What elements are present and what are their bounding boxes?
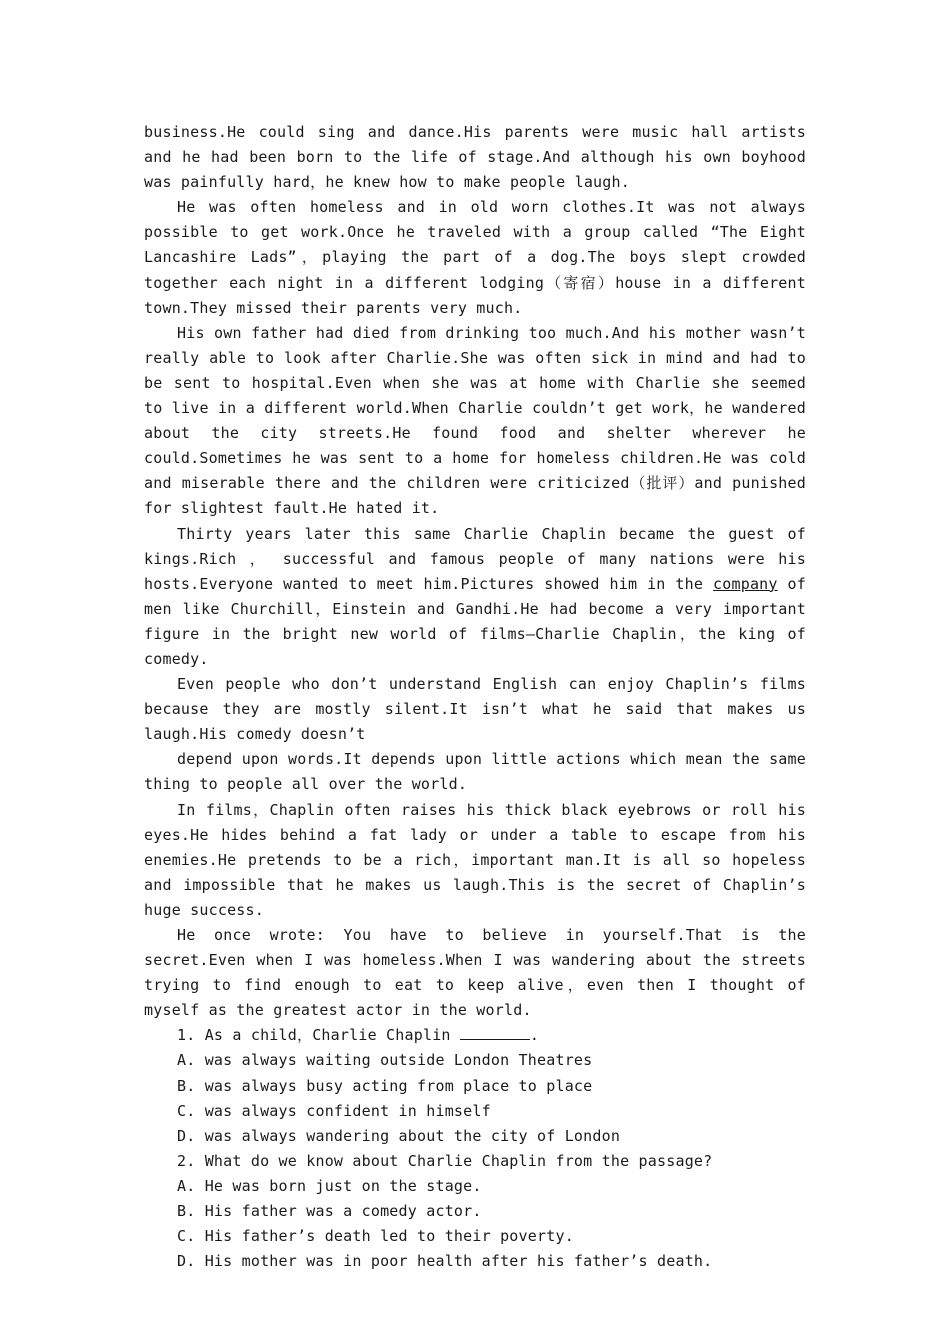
answer-blank <box>460 1025 530 1040</box>
option-c: C. was always confident in himself <box>177 1101 491 1120</box>
option-a: A. He was born just on the stage. <box>177 1176 482 1195</box>
paragraph-actions: depend upon words.It depends upon little actions which mean the same thing to people all over the world. <box>144 750 806 794</box>
paragraph-intro-continued: business.He could sing and dance.His parents were music hall artists and he had been born to the life of stage.And although his own boyhood was painfully hard，he knew how to make people laugh. <box>144 123 806 192</box>
question-stem: 2. What do we know about Charlie Chaplin from the passage? <box>177 1151 713 1170</box>
reading-passage <box>144 120 806 1274</box>
paragraph-parents: His own father had died from drinking too much.And his mother wasn’t really able to look after Charlie.She was often sick in mind and had to be sent to hospital.Even when she was at home with Charlie she seemed to live in a different world.When Charlie couldn’t get work，he wandered about the city streets.He found food and shelter wherever he could.Sometimes he was sent to a home for homeless children.He was cold and miserable there and the children were criticized（批评）and punished for slightest fault.He hated it. <box>144 323 806 518</box>
question-stem <box>144 1023 806 1048</box>
question-2 <box>144 1149 806 1274</box>
option-c: C. His father’s death led to their poverty. <box>177 1227 574 1246</box>
question-text: 1. As a child，Charlie Chaplin <box>177 1026 460 1045</box>
paragraph-text: Thirty years later this same Charlie Chaplin became the guest of kings.Rich ， successful and famous people of many nations were his hosts.Everyone wanted to meet him.Pictures showed him in the <box>144 524 806 593</box>
option-d: D. His mother was in poor health after his father’s death. <box>177 1252 713 1271</box>
question-text-end: . <box>529 1026 540 1045</box>
paragraph-homeless: He was often homeless and in old worn clothes.It was not always possible to get work.Once he traveled with a group called “The Eight Lancashire Lads”，playing the part of a dog.The boys slept crowded together each night in a different lodging（寄宿）house in a different town.They missed their parents very much. <box>144 198 806 317</box>
paragraph-text: of men like Churchill，Einstein and Gandhi.He had become a very important figure in the bright new world of films—Charlie Chaplin，the king of comedy. <box>144 574 806 668</box>
paragraph-in-films: In films，Chaplin often raises his thick black eyebrows or roll his eyes.He hides behind a fat lady or under a table to escape from his enemies.He pretends to be a rich，important man.It is all so hopeless and impossible that he makes us laugh.This is the secret of Chaplin’s huge success. <box>144 800 806 919</box>
option-d: D. was always wandering about the city of London <box>177 1126 621 1145</box>
paragraph-quote: He once wrote: You have to believe in yourself.That is the secret.Even when I was homeless.When I was wandering about the streets trying to find enough to eat to keep alive，even then I thought of myself as the greatest actor in the world. <box>144 926 806 1020</box>
option-b: B. was always busy acting from place to place <box>177 1076 593 1095</box>
option-b: B. His father was a comedy actor. <box>177 1202 482 1221</box>
underlined-word: company <box>713 574 778 593</box>
option-a: A. was always waiting outside London Theatres <box>177 1051 593 1070</box>
paragraph-thirty-years-later <box>144 522 806 673</box>
question-1 <box>144 1023 806 1148</box>
paragraph-silent-films: Even people who don’t understand English can enjoy Chaplin’s films because they are mostly silent.It isn’t what he said that makes us laugh.His comedy doesn’t <box>144 675 806 744</box>
